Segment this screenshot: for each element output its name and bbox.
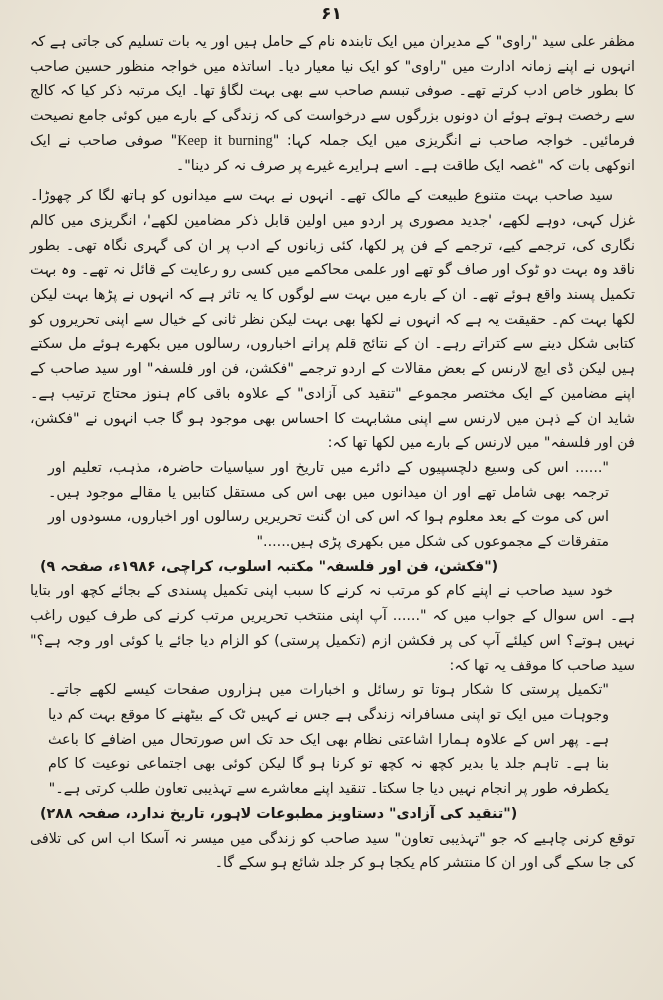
paragraph-text: " [272,132,280,149]
citation: ("فکشن، فن اور فلسفہ" مکتبہ اسلوب، کراچی، ۱۹۸۶ء، صفحہ ۹) [40,558,499,575]
block-quote: "...... اس کی وسیع دلچسپیوں کے دائرے میں تاریخ اور سیاسیات حاضرہ، مذہب، تعلیم اور ترجمہ بھی شامل تھے اور ان میدانوں میں بھی اس کی مستقل کتابیں یا مقالے موجود ہیں۔ اس کی موت کے بعد معلوم ہوا کہ اس کی ان گنت تحریریں رسالوں اور اخباروں، مسودوں اور متفرقات کے مجموعوں کی شکل میں بکھری پڑی ہیں......" [48,459,609,551]
paragraph: خود سید صاحب نے اپنے کام کو مرتب نہ کرنے کا سبب اپنی تکمیل پسندی کے بجائے کچھ اور بتایا ہے۔ اس سوال کے جواب میں کہ "...... آپ اپنی منتخب تحریریں مرتب کرنے کی طرف کیوں راغب نہیں ہوتے؟ اس کیلئے آپ کی پر فکشن ازم (تکمیل پرستی) کو الزام دیا جائے یا کوئی اور وجہ ہے؟" سید صاحب کا موقف یہ تھا کہ: [30,583,635,674]
paragraph: سید صاحب بہت متنوع طبیعت کے مالک تھے۔ انہوں نے بہت سے میدانوں کو ہاتھ لگا کر چھوڑا۔ غزل کہی، دوہے لکھے، 'جدید مصوری پر اردو میں اولین قابل ذکر مضامین لکھے'، انگریزی میں کالم نگاری کی، ترجمے کیے، ترجمے کے فن پر لکھا، کئی زبانوں کے ادب پر ان کی گہری نگاہ تھی۔ بطور ناقد وہ بہت دو ٹوک اور صاف گو تھے اور علمی محاکمے میں کسی رو رعایت کے قائل نہ تھے۔ وہ بہت تکمیل پسند واقع ہوئے تھے۔ ان کے بارے میں بہت سے لوگوں کا یہ تاثر ہے کہ انہوں نے پڑھا بہت لیکن لکھا بہت کم۔ حقیقت یہ ہے کہ انہوں نے لکھا بھی بہت لیکن نظر ثانی کے خیال سے اپنی تحریروں کو کتابی شکل دینے سے کتراتے رہے۔ ان کے نتائج قلم پرانے اخباروں، رسالوں میں بکھرے ہوئے مل سکتے ہیں لیکن ڈی ایچ لارنس کے بعض مقالات کے اردو ترجمے "فکشن، فن اور فلسفہ" اور سید صاحب کے اپنے مضامین کے ایک مختصر مجموعے "تنقید کی آزادی" کے علاوہ باقی کام ہنوز محتاج ترتیب ہے۔ شاید ان کے ذہن میں لارنس سے اپنی مشابہت کا احساس بھی موجود ہو گا جب انہوں نے "فکشن، فن اور فلسفہ" میں لارنس کے بارے میں لکھا تھا کہ: [30,188,635,452]
paragraph: توقع کرنی چاہیے کہ جو "تہذیبی تعاون" سید صاحب کو زندگی میں میسر نہ آسکا اب اس کی تلافی کی جا سکے گی اور ان کا منتشر کام یکجا ہو کر جلد شائع ہو سکے گا۔ [30,830,635,872]
page-number: ۶۱ [321,4,342,24]
block-quote: "تکمیل پرستی کا شکار ہوتا تو رسائل و اخبارات میں ہزاروں صفحات کیسے لکھے جاتے۔ وجوہات میں ایک تو اپنی مسافرانہ زندگی ہے جس نے کہیں ٹک کے بیٹھنے کا موقع بہت کم دیا ہے۔ پھر اس کے علاوہ ہمارا اشاعتی نظام بھی ایک حد تک اس صورتحال میں اضافے کا باعث بنا ہے۔ تاہم جلد یا بدیر کچھ نہ کچھ تو کرنا ہو گا لیکن کوئی بھی اجتماعی نوعیت کا کام یکطرفہ طور پر انجام نہیں دیا جا سکتا۔ تنقید اپنے معاشرے سے تہذیبی تعاون طلب کرتی ہے۔" [48,682,609,798]
paragraph-text: مظفر علی سید "راوی" کے مدیران میں ایک تابندہ نام کے حامل ہیں اور یہ بات تسلیم کی جاتی ہے کہ انہوں نے اپنے زمانہ ادارت میں "راوی" کو ایک نیا معیار دیا۔ اساتذہ میں خواجہ منظور حسین صاحب کا بطور خاص ادب کرتے تھے۔ صوفی تبسم صاحب سے بھی بہت لگاؤ تھا۔ ایک مرتبہ ذکر کیا کہ کالج سے رخصت ہوتے ہوئے ان دونوں بزرگوں سے درخواست کی کہ زندگی کے بارے میں کوئی جامع نصیحت فرمائیں۔ خواجہ صاحب نے انگریزی میں ایک جملہ کہا: [30,34,635,149]
paragraph-text: " صوفی صاحب نے ایک انوکھی بات کہ "غصہ ایک طاقت ہے۔ اسے ہرایرے غیرے پر صرف نہ کر دینا"۔ [30,132,635,174]
citation: ("تنقید کی آزادی" دستاویز مطبوعات لاہور، تاریخ ندارد، صفحہ ۲۸۸) [40,805,518,822]
english-phrase: Keep it burning [177,132,273,149]
article-body [30,30,635,876]
paragraph [30,30,635,178]
